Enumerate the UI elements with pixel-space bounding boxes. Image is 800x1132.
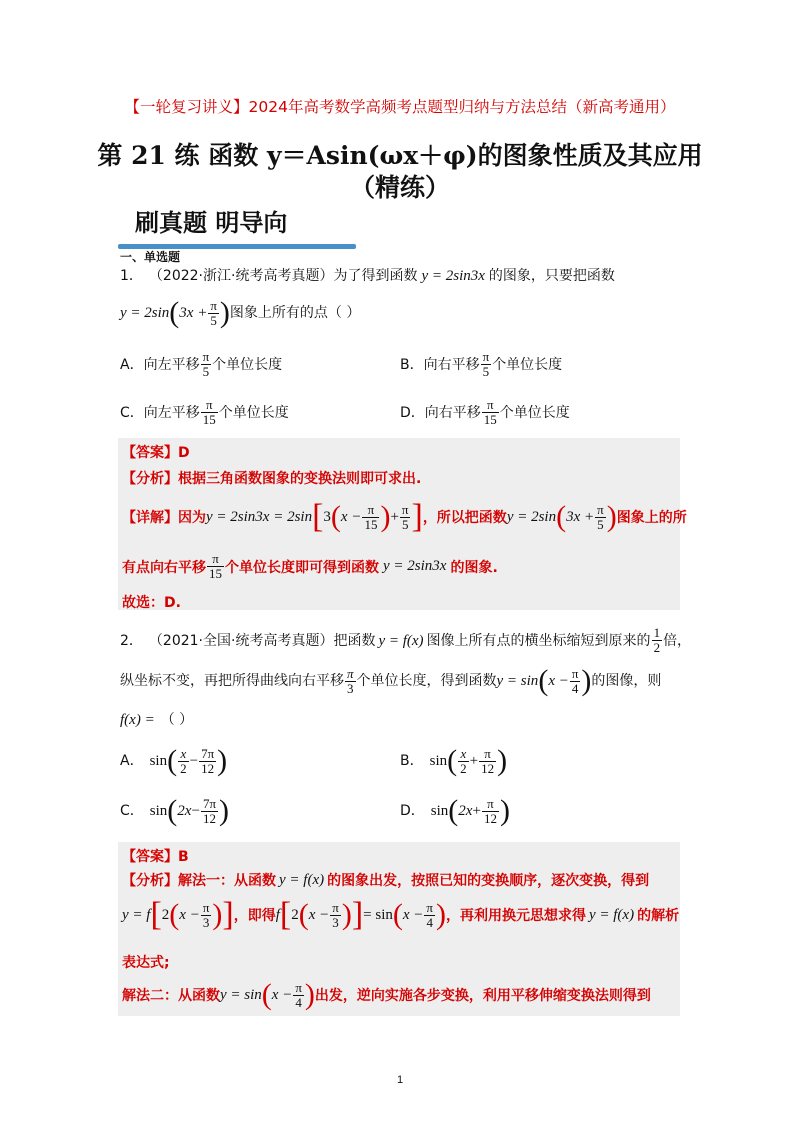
q2-x-minus: x − [548,673,569,689]
frac-num: π [484,745,491,761]
q2-line-c: ，再利用换元思想求得 [445,908,586,924]
q2-frac-4 [424,901,435,930]
main-title-line1: 第 21 练 函数 y＝Asin(ωx＋φ)的图象性质及其应用 [97,141,703,170]
q2-option-d[interactable] [400,796,510,826]
q1-target-fn: y = 2sin3x [421,268,485,284]
frac-num: π [332,899,339,915]
q2-analysis-fn: y = f(x) [279,871,325,888]
detail-end: 图象上的所 [616,510,687,526]
paren-open: ( [169,296,180,329]
frac-den: 5 [597,516,604,532]
detail-label: 【详解】因为 [122,510,206,526]
frac-num: 7π [201,745,215,761]
option-suffix: 个单位长度 [218,404,289,421]
q2-f: f [275,906,280,923]
q2-option-b[interactable] [400,746,507,776]
q1-source: （2022·浙江·统考高考真题）为了得到函数 [148,268,418,284]
option-frac [201,398,218,427]
q2-line-fn: y = f(x) [588,906,635,923]
option-op: − [191,803,200,819]
q2-option-c[interactable] [120,796,229,826]
option-suffix: 个单位长度 [212,356,283,373]
bracket-open: [ [312,498,324,535]
detail-mid: ，所以把函数 [422,510,507,526]
paren-close: ) [499,794,510,827]
q2-line2-c: 的图像，则 [591,673,662,689]
q1-detail-line2 [122,552,498,581]
frac-den: 2 [460,760,467,776]
q2-fn: y = f(x) [378,632,424,649]
bracket-close: ] [222,896,234,933]
detail-line2-frac [207,552,224,581]
q2-line2-b: 个单位长度，得到函数 [356,673,497,689]
subsection-heading: 一、单选题 [120,250,181,264]
bracket-open: [ [279,896,292,933]
q2-blank: （ ） [160,712,194,728]
q1-number: 1． [120,268,143,284]
paren-open: ( [448,794,459,827]
q1-detail-line1 [122,500,687,534]
q1-option-a[interactable] [120,350,282,379]
frac-den: 15 [483,412,497,427]
paren-close: ) [219,794,230,827]
q1-answer: 【答案】D [122,445,190,461]
option-op: + [469,753,479,769]
frac-num: π [426,899,433,915]
paren-open: ( [538,664,549,697]
paren-open: ( [167,744,178,777]
frac-den: 4 [295,994,302,1010]
q1-given-frac [208,299,219,328]
paren-open: ( [447,744,458,777]
q2-text-a: （2021·全国·统考高考真题）把函数 [148,632,376,649]
paren-open: ( [556,500,567,533]
frac-num: π [210,297,217,313]
option-op: + [472,803,481,819]
option-const-frac [482,797,499,826]
frac-num: 1 [653,625,661,640]
frac-den: 12 [483,810,497,826]
paren-open: ( [392,898,403,931]
detail-line2-fn: y = 2sin3x [383,558,447,574]
paren-close: ) [219,296,230,329]
paren-close: ) [341,898,352,931]
frac-den: 12 [202,810,216,826]
frac-den: 3 [332,914,339,930]
option-const-frac [201,797,218,826]
frac-den: 15 [209,566,222,581]
frac-den: 5 [210,312,217,328]
frac-num: π [295,979,302,995]
frac-den: 4 [571,680,579,696]
frac-num: 7π [202,795,217,811]
q2-coef: 2 [161,906,170,923]
paren-close: ) [497,744,508,777]
main-title-line2: （精练） [349,173,450,202]
option-frac [481,350,492,379]
paren-open: ( [167,794,178,827]
paren-open: ( [261,978,272,1011]
q2-eq-f: y = f [122,906,151,923]
q1-stem-line2 [120,298,360,328]
frac-den: 3 [347,680,354,696]
option-label: B．向右平移 [400,356,480,373]
frac-num: π [202,349,210,364]
q2-analysis-b: 的图象出发，按照已知的变换顺序，逐次变换，得到 [327,873,650,889]
q1-conclusion: 故选：D. [122,595,181,611]
frac-num: π [202,899,210,915]
q1-option-b[interactable] [400,350,562,379]
q1-given-fn: y = 2sin [120,305,170,321]
option-sin: sin [149,753,168,769]
q1-after-target: 的图象，只要把函数 [488,268,615,284]
q2-x-minus: x − [402,906,424,923]
q1-after-given: 图象上所有的点（ ） [229,305,361,321]
q2-line2-fn: y = sin [496,673,539,689]
q2-stem-line3 [120,710,193,730]
bracket-close: ] [351,896,364,933]
q2-half-frac [652,626,663,655]
option-frac [201,350,212,379]
option-label: D． [400,803,425,819]
option-suffix: 个单位长度 [499,404,570,421]
frac-den: 15 [364,516,378,532]
q2-text-b: 图像上所有点的横坐标缩短到原来的 [426,632,651,649]
main-title [70,140,730,204]
frac-num: π [367,501,375,517]
q1-option-d[interactable] [400,398,570,427]
detail-frac-5 [400,503,411,532]
q2-frac-3 [330,901,341,930]
q1-given-inner: 3x + [179,305,208,321]
q2-quarter-frac [570,667,581,696]
q2-stem-line2 [120,666,661,696]
frac-num: π [347,665,354,681]
q2-analysis-line2 [122,898,679,932]
q2-coef: 2 [291,906,299,923]
q2-shift-frac [345,667,356,696]
q2-line-mid: ，即得 [233,908,276,924]
detail-frac-15 [362,503,379,532]
q2-method2-a: 解法二：从函数 [122,988,220,1004]
bracket-close: ] [411,498,423,535]
detail-line2-c: 的图象. [450,559,498,576]
frac-num: π [482,349,490,364]
option-label: C．向左平移 [120,404,200,421]
detail-line2-b: 个单位长度即可得到函数 [225,559,379,576]
option-x-frac [178,747,189,776]
option-label: A． [120,753,144,769]
detail-coef: 3 [323,508,331,525]
q2-line-d: 的解析 [637,908,680,924]
paren-close: ) [304,978,315,1011]
q2-analysis-line1 [122,870,649,890]
frac-num: π [597,501,604,517]
q2-x-minus: x − [271,986,293,1003]
frac-num: x [460,745,467,761]
frac-den: 3 [202,914,210,930]
paren-close: ) [435,898,446,931]
q2-x-minus: x − [179,906,200,923]
option-sin: sin [430,803,449,819]
frac-num: π [212,551,219,566]
q2-method2-line [122,980,651,1010]
detail-fn: y = 2sin [506,508,557,525]
option-const-frac [199,747,216,776]
detail-fn-inner: 3x + [566,508,595,525]
frac-num: π [401,501,409,517]
frac-den: 12 [201,760,215,776]
q2-stem-line1 [120,626,691,655]
page-number: 1 [396,1074,404,1086]
option-frac [482,398,499,427]
frac-den: 12 [481,760,495,776]
option-sin: sin [149,803,168,819]
frac-num: π [486,397,494,412]
q2-fx: f(x) = [120,712,155,728]
option-sin: sin [429,753,448,769]
detail-x-minus: x − [340,508,362,525]
frac-den: 2 [653,640,661,655]
q2-option-a[interactable] [120,746,227,776]
frac-den: 4 [426,914,433,930]
detail-plus: + [390,508,399,525]
paren-open: ( [330,500,341,533]
paren-close: ) [606,500,617,533]
paren-close: ) [217,744,228,777]
paren-close: ) [212,898,223,931]
q2-frac-4 [293,981,304,1010]
q2-eq-sin: = sin [363,906,393,923]
bracket-open: [ [150,896,162,933]
option-label: C． [120,803,144,819]
option-const-frac [479,747,496,776]
frac-den: 15 [202,412,216,427]
q1-option-c[interactable] [120,398,289,427]
option-2x: 2x [177,803,192,819]
q2-text-c: 倍， [663,632,692,649]
frac-den: 2 [180,760,187,776]
detail-fn-frac [595,503,606,532]
option-2x: 2x [458,803,473,819]
detail-line2-a: 有点向右平移 [122,559,206,576]
q2-answer: 【答案】B [122,849,189,865]
option-x-frac [458,747,469,776]
frac-den: 5 [202,364,210,379]
paren-open: ( [298,898,309,931]
option-label: D．向右平移 [400,404,481,421]
detail-eq: y = 2sin3x = 2sin [206,508,313,525]
q2-method2-fn: y = sin [220,986,262,1003]
frac-num: x [180,745,187,761]
paren-open: ( [169,898,180,931]
option-op: − [189,753,199,769]
option-suffix: 个单位长度 [492,356,563,373]
q2-frac-3 [201,901,212,930]
q2-x-minus: x − [308,906,330,923]
frac-den: 5 [482,364,490,379]
q2-analysis-a: 【分析】解法一：从函数 [122,873,276,889]
q1-analysis: 【分析】根据三角函数图象的变换法则即可求出. [122,471,422,487]
q2-analysis-line3: 表达式; [122,955,170,971]
frac-num: π [487,795,494,811]
q1-stem-line1 [120,266,615,286]
frac-num: π [205,397,213,412]
q2-method2-b: 出发，逆向实施各步变换，利用平移伸缩变换法则得到 [314,988,651,1004]
option-label: B． [400,753,424,769]
paren-close: ) [581,664,592,697]
frac-den: 5 [401,516,409,532]
q2-line2-a: 纵坐标不变，再把所得曲线向右平移 [120,673,344,689]
option-label: A．向左平移 [120,356,200,373]
section-heading: 刷真题 明导向 [135,209,288,237]
series-title: 【一轮复习讲义】2024年高考数学高频考点题型归纳与方法总结（新高考通用） [124,98,676,116]
frac-num: π [571,665,579,681]
paren-close: ) [380,500,391,533]
q2-number: 2． [120,632,143,649]
